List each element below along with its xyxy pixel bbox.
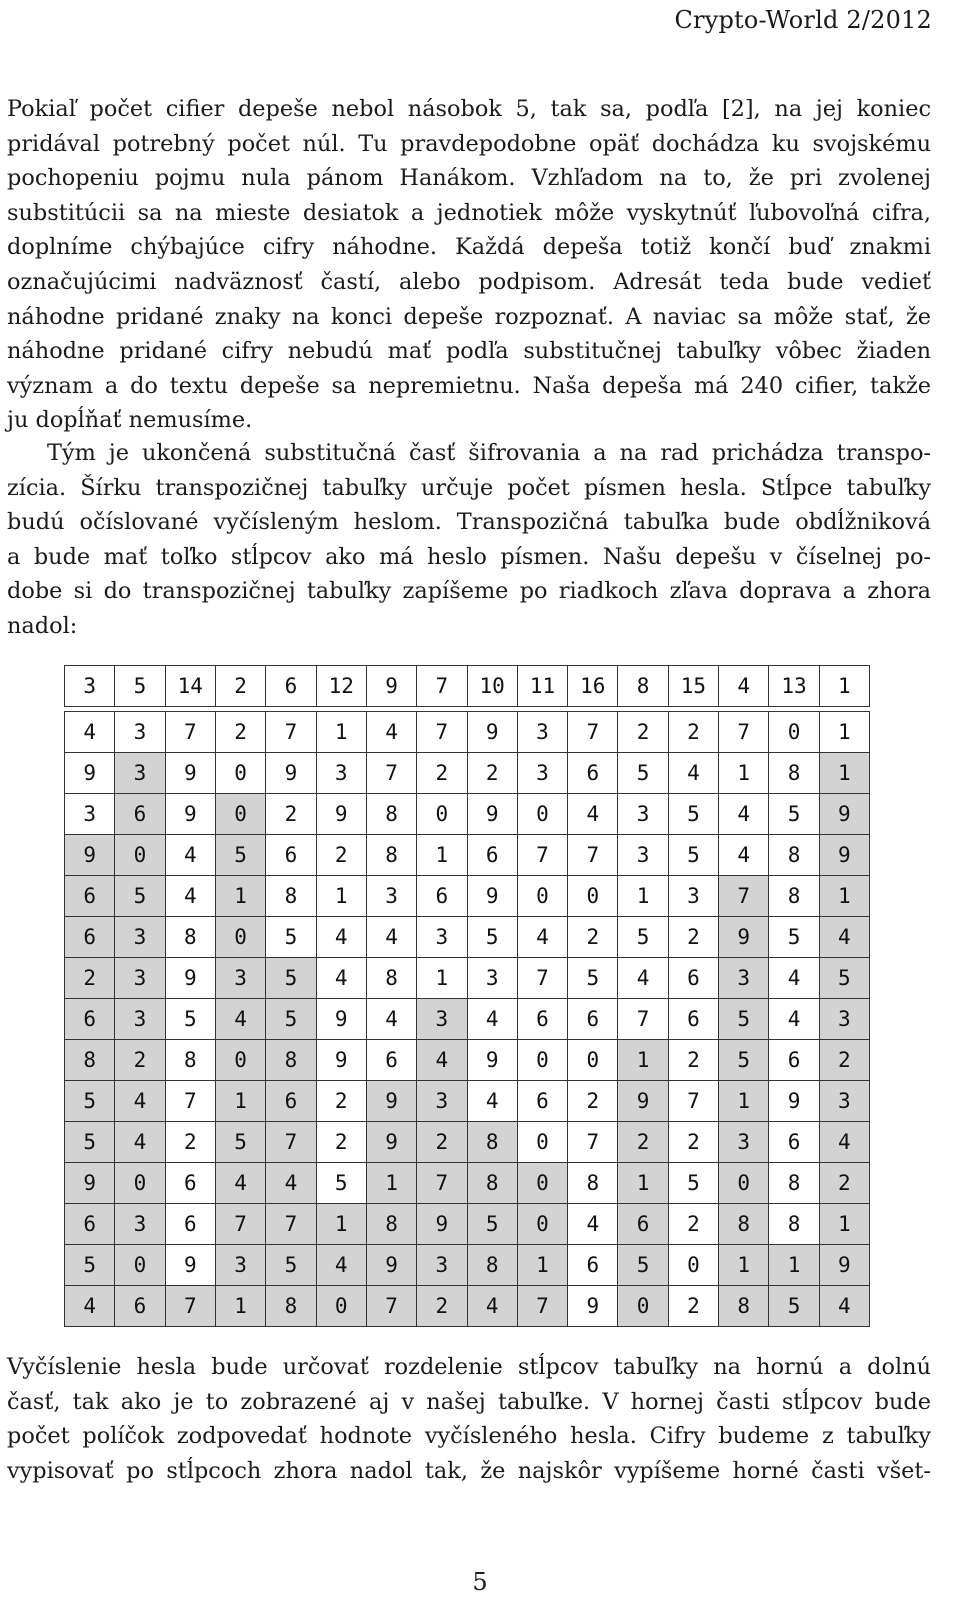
grid-cell: 0 [517,876,567,917]
grid-cell: 5 [769,917,819,958]
grid-cell: 3 [467,958,517,999]
grid-cell: 2 [417,753,467,794]
grid-cell: 6 [618,1204,668,1245]
grid-cell: 3 [115,1204,165,1245]
grid-cell: 4 [215,999,265,1040]
grid-cell: 5 [819,958,869,999]
table-row [65,835,870,876]
grid-cell: 4 [366,917,416,958]
grid-cell: 9 [366,1081,416,1122]
grid-cell: 9 [467,1040,517,1081]
table-row [65,999,870,1040]
grid-cell: 4 [165,835,215,876]
grid-cell: 9 [65,1163,115,1204]
paragraph3-line: vypisovať po stĺpcoch zhora nadol tak, že najskôr vypíšeme horné časti všet- [7,1457,931,1484]
grid-cell: 0 [668,1245,718,1286]
grid-cell: 4 [467,1081,517,1122]
grid-cell: 0 [517,794,567,835]
grid-cell: 3 [417,1081,467,1122]
grid-cell: 2 [819,1040,869,1081]
grid-cell: 5 [769,794,819,835]
key-cell: 8 [618,666,668,707]
grid-cell: 1 [417,835,467,876]
grid-cell: 9 [165,958,215,999]
grid-cell: 4 [618,958,668,999]
grid-cell: 7 [366,1286,416,1327]
key-cell: 5 [115,666,165,707]
grid-cell: 2 [467,753,517,794]
grid-cell: 6 [65,1204,115,1245]
grid-cell: 9 [467,712,517,753]
grid-cell: 5 [467,917,517,958]
grid-cell: 4 [668,753,718,794]
grid-cell: 8 [769,1163,819,1204]
grid-cell: 7 [266,712,316,753]
grid-cell: 1 [618,876,668,917]
grid-cell: 5 [165,999,215,1040]
grid-cell: 4 [417,1040,467,1081]
grid-cell: 4 [719,835,769,876]
grid-cell: 3 [115,712,165,753]
table-row [65,876,870,917]
grid-cell: 9 [568,1286,618,1327]
grid-cell: 2 [618,712,668,753]
grid-cell: 1 [316,1204,366,1245]
grid-cell: 1 [819,1204,869,1245]
grid-cell: 3 [215,1245,265,1286]
grid-cell: 5 [65,1081,115,1122]
grid-cell: 9 [719,917,769,958]
grid-cell: 6 [568,753,618,794]
table-row [65,794,870,835]
grid-cell: 1 [769,1245,819,1286]
grid-cell: 9 [165,794,215,835]
paragraph2-line: nadol: [7,612,78,639]
grid-cell: 6 [115,1286,165,1327]
grid-cell: 5 [668,835,718,876]
grid-cell: 7 [568,1122,618,1163]
grid-cell: 4 [769,958,819,999]
grid-cell: 6 [517,999,567,1040]
grid-cell: 7 [719,712,769,753]
paragraph3-line: počet políčok zodpovedať hodnote vyčísleného hesla. Cifry budeme z tabuľky [7,1423,931,1450]
grid-cell: 3 [366,876,416,917]
grid-cell: 7 [266,1122,316,1163]
grid-cell: 7 [719,876,769,917]
grid-cell: 4 [467,1286,517,1327]
grid-cell: 5 [618,1245,668,1286]
grid-cell: 1 [366,1163,416,1204]
grid-cell: 0 [568,876,618,917]
grid-cell: 4 [719,794,769,835]
grid-cell: 3 [819,1081,869,1122]
grid-cell: 0 [115,1163,165,1204]
key-cell: 7 [417,666,467,707]
grid-cell: 5 [618,753,668,794]
grid-cell: 7 [517,835,567,876]
paragraph2-line: zícia. Šírku transpozičnej tabuľky určuje počet písmen hesla. Stĺpce tabuľky [7,474,931,501]
grid-cell: 5 [568,958,618,999]
grid-cell: 4 [366,712,416,753]
table-row [65,1286,870,1327]
grid-cell: 6 [568,1245,618,1286]
grid-cell: 1 [316,712,366,753]
paragraph1-line: ju dopĺňať nemusíme. [7,407,253,434]
grid-cell: 5 [668,794,718,835]
grid-cell: 9 [65,835,115,876]
grid-cell: 8 [266,1040,316,1081]
grid-cell: 6 [417,876,467,917]
grid-cell: 1 [215,1286,265,1327]
grid-cell: 6 [266,835,316,876]
grid-cell: 2 [668,1122,718,1163]
grid-cell: 2 [618,1122,668,1163]
paragraph1-line: náhodne pridané cifry nebudú mať podľa substitučnej tabuľky vôbec žiaden [7,338,931,365]
paragraph1-line: doplníme chýbajúce cifry náhodne. Každá depeša totiž končí buď znakmi [7,234,931,261]
paragraph3-line: časť, tak ako je to zobrazené aj v našej tabuľke. V hornej časti stĺpcov bude [7,1388,931,1415]
grid-cell: 3 [517,712,567,753]
grid-cell: 5 [467,1204,517,1245]
grid-cell: 5 [215,1122,265,1163]
grid-cell: 4 [316,1245,366,1286]
grid-cell: 6 [266,1081,316,1122]
paragraph1-line: pochopeniu pojmu nula pánom Hanákom. Vzhľadom na to, že pri zvolenej [7,165,931,192]
grid-cell: 4 [215,1163,265,1204]
grid-cell: 4 [568,1204,618,1245]
grid-cell: 6 [769,1040,819,1081]
grid-cell: 1 [215,1081,265,1122]
grid-cell: 2 [568,917,618,958]
grid-cell: 8 [65,1040,115,1081]
grid-cell: 0 [316,1286,366,1327]
grid-cell: 8 [568,1163,618,1204]
grid-cell: 3 [719,1122,769,1163]
grid-cell: 3 [316,753,366,794]
table-row [65,1245,870,1286]
grid-cell: 2 [668,1286,718,1327]
grid-cell: 6 [65,917,115,958]
grid-cell: 3 [115,917,165,958]
grid-cell: 6 [517,1081,567,1122]
grid-cell: 8 [719,1286,769,1327]
grid-cell: 5 [618,917,668,958]
grid-cell: 5 [115,876,165,917]
grid-cell: 4 [266,1163,316,1204]
grid-cell: 4 [568,794,618,835]
grid-cell: 6 [769,1122,819,1163]
grid-cell: 9 [366,1122,416,1163]
grid-cell: 6 [165,1204,215,1245]
grid-cell: 8 [769,1204,819,1245]
grid-cell: 7 [266,1204,316,1245]
grid-cell: 4 [115,1081,165,1122]
grid-cell: 1 [819,753,869,794]
grid-cell: 4 [467,999,517,1040]
grid-cell: 4 [165,876,215,917]
grid-cell: 2 [115,1040,165,1081]
table-row [65,1122,870,1163]
paragraph2-line: dobe si do transpozičnej tabuľky zapíšeme po riadkoch zľava doprava a zhora [7,578,931,605]
grid-cell: 2 [165,1122,215,1163]
grid-cell: 0 [517,1163,567,1204]
grid-cell: 2 [668,1204,718,1245]
grid-cell: 8 [366,958,416,999]
paragraph1-line: význam a do textu depeše sa nepremietnu. Naša depeša má 240 cifier, takže [7,372,931,399]
grid-cell: 7 [215,1204,265,1245]
grid-cell: 3 [668,876,718,917]
grid-cell: 9 [417,1204,467,1245]
grid-cell: 8 [165,1040,215,1081]
transposition-table [64,711,870,1327]
grid-cell: 9 [819,794,869,835]
grid-cell: 0 [215,753,265,794]
grid-cell: 1 [618,1040,668,1081]
grid-cell: 2 [819,1163,869,1204]
grid-cell: 8 [769,753,819,794]
page-number: 5 [472,1568,488,1596]
grid-cell: 7 [568,712,618,753]
grid-cell: 0 [517,1040,567,1081]
grid-cell: 5 [266,958,316,999]
grid-cell: 7 [165,712,215,753]
grid-cell: 5 [719,999,769,1040]
key-cell: 10 [467,666,517,707]
table-row [65,958,870,999]
running-header: Crypto-World 2/2012 [674,6,932,34]
grid-cell: 1 [417,958,467,999]
table-row [65,712,870,753]
grid-cell: 4 [517,917,567,958]
grid-cell: 2 [568,1081,618,1122]
grid-cell: 9 [366,1245,416,1286]
grid-cell: 2 [316,1081,366,1122]
grid-cell: 2 [417,1122,467,1163]
grid-cell: 3 [65,794,115,835]
key-cell: 14 [165,666,215,707]
grid-cell: 1 [719,753,769,794]
grid-cell: 8 [366,794,416,835]
grid-cell: 4 [366,999,416,1040]
grid-cell: 2 [65,958,115,999]
paragraph-transposition-intro [7,436,931,644]
paragraph-column-reading [7,1350,931,1488]
grid-cell: 4 [769,999,819,1040]
paragraph-padding-note [7,92,931,438]
key-cell: 16 [568,666,618,707]
grid-cell: 0 [215,1040,265,1081]
grid-cell: 6 [115,794,165,835]
grid-cell: 3 [417,917,467,958]
grid-cell: 5 [65,1122,115,1163]
grid-cell: 9 [819,1245,869,1286]
key-number-row [64,665,870,707]
key-cell: 13 [769,666,819,707]
grid-cell: 5 [769,1286,819,1327]
table-row [65,1081,870,1122]
grid-cell: 8 [266,876,316,917]
grid-cell: 2 [417,1286,467,1327]
grid-cell: 5 [215,835,265,876]
grid-cell: 0 [215,794,265,835]
grid-cell: 0 [517,1122,567,1163]
paragraph2-line: budú očíslované vyčísleným heslom. Transpozičná tabuľka bude obdĺžniková [7,509,931,536]
grid-cell: 9 [165,753,215,794]
grid-cell: 5 [266,1245,316,1286]
paragraph1-line: pridával potrebný počet núl. Tu pravdepodobne opäť dochádza ku svojskému [7,130,931,157]
grid-cell: 0 [517,1204,567,1245]
key-cell: 2 [215,666,265,707]
grid-cell: 3 [719,958,769,999]
key-cell: 9 [366,666,416,707]
grid-cell: 0 [417,794,467,835]
grid-cell: 0 [769,712,819,753]
grid-cell: 3 [517,753,567,794]
grid-cell: 1 [215,876,265,917]
grid-cell: 8 [266,1286,316,1327]
key-cell: 3 [65,666,115,707]
table-row [65,1163,870,1204]
key-cell: 4 [719,666,769,707]
grid-cell: 8 [366,835,416,876]
grid-cell: 1 [819,712,869,753]
grid-cell: 7 [618,999,668,1040]
table-row [65,917,870,958]
grid-cell: 6 [366,1040,416,1081]
grid-cell: 9 [316,1040,366,1081]
grid-cell: 8 [366,1204,416,1245]
grid-cell: 8 [769,876,819,917]
grid-cell: 7 [668,1081,718,1122]
grid-cell: 3 [618,794,668,835]
grid-cell: 2 [668,917,718,958]
grid-cell: 7 [165,1286,215,1327]
grid-cell: 7 [165,1081,215,1122]
grid-cell: 3 [115,999,165,1040]
grid-cell: 7 [517,958,567,999]
grid-cell: 2 [316,1122,366,1163]
grid-cell: 0 [215,917,265,958]
grid-cell: 5 [668,1163,718,1204]
table-row [65,1204,870,1245]
grid-cell: 1 [517,1245,567,1286]
grid-cell: 7 [417,1163,467,1204]
grid-cell: 7 [568,835,618,876]
key-cell: 11 [517,666,567,707]
grid-cell: 6 [668,958,718,999]
grid-cell: 3 [417,1245,467,1286]
grid-cell: 4 [115,1122,165,1163]
grid-cell: 5 [65,1245,115,1286]
grid-cell: 8 [719,1204,769,1245]
grid-cell: 9 [266,753,316,794]
grid-cell: 2 [668,712,718,753]
grid-cell: 4 [316,917,366,958]
grid-cell: 3 [618,835,668,876]
grid-cell: 7 [366,753,416,794]
grid-cell: 9 [467,794,517,835]
grid-cell: 5 [266,999,316,1040]
grid-cell: 7 [517,1286,567,1327]
grid-cell: 3 [115,958,165,999]
grid-cell: 4 [819,1122,869,1163]
grid-cell: 4 [819,917,869,958]
grid-cell: 6 [165,1163,215,1204]
paragraph1-line: označujúcimi nadväznosť častí, alebo podpisom. Adresát teda bude vedieť [7,268,931,295]
grid-cell: 1 [719,1245,769,1286]
grid-cell: 3 [417,999,467,1040]
key-cell: 6 [266,666,316,707]
grid-cell: 2 [215,712,265,753]
grid-cell: 4 [65,712,115,753]
grid-cell: 2 [316,835,366,876]
paragraph3-line: Vyčíslenie hesla bude určovať rozdelenie stĺpcov tabuľky na hornú a dolnú [7,1354,931,1380]
grid-cell: 5 [316,1163,366,1204]
grid-cell: 0 [115,835,165,876]
grid-cell: 0 [115,1245,165,1286]
grid-cell: 2 [266,794,316,835]
grid-cell: 4 [316,958,366,999]
paragraph2-line: a bude mať toľko stĺpcov ako má heslo písmen. Našu depešu v číselnej po- [7,543,931,570]
grid-cell: 9 [165,1245,215,1286]
key-cell: 1 [819,666,869,707]
paragraph2-line: Tým je ukončená substitučná časť šifrovania a na rad prichádza transpo- [47,440,931,466]
grid-cell: 3 [215,958,265,999]
grid-cell: 7 [417,712,467,753]
grid-cell: 8 [467,1163,517,1204]
grid-cell: 6 [65,876,115,917]
grid-cell: 1 [719,1081,769,1122]
grid-cell: 2 [668,1040,718,1081]
grid-cell: 3 [819,999,869,1040]
grid-cell: 0 [719,1163,769,1204]
grid-cell: 9 [316,794,366,835]
grid-cell: 4 [65,1286,115,1327]
grid-cell: 8 [467,1245,517,1286]
paragraph1-line: substitúcii sa na mieste desiatok a jednotiek môže vyskytnúť ľubovoľná cifra, [7,199,931,226]
grid-cell: 8 [467,1122,517,1163]
grid-cell: 1 [316,876,366,917]
grid-cell: 6 [568,999,618,1040]
key-cell: 12 [316,666,366,707]
grid-cell: 1 [618,1163,668,1204]
grid-cell: 4 [819,1286,869,1327]
grid-cell: 9 [316,999,366,1040]
grid-cell: 0 [618,1286,668,1327]
grid-cell: 9 [819,835,869,876]
grid-cell: 5 [719,1040,769,1081]
grid-cell: 9 [769,1081,819,1122]
table-row [65,753,870,794]
grid-cell: 5 [266,917,316,958]
key-cell: 15 [668,666,718,707]
grid-cell: 6 [65,999,115,1040]
grid-cell: 9 [467,876,517,917]
grid-cell: 6 [467,835,517,876]
grid-cell: 9 [618,1081,668,1122]
grid-cell: 8 [165,917,215,958]
grid-cell: 8 [769,835,819,876]
grid-cell: 1 [819,876,869,917]
grid-cell: 0 [568,1040,618,1081]
paragraph1-line: Pokiaľ počet cifier depeše nebol násobok 5, tak sa, podľa [2], na jej koniec [7,96,931,122]
grid-cell: 6 [668,999,718,1040]
table-row [65,1040,870,1081]
grid-cell: 3 [115,753,165,794]
paragraph1-line: náhodne pridané znaky na konci depeše rozpoznať. A naviac sa môže stať, že [7,303,931,330]
grid-cell: 9 [65,753,115,794]
